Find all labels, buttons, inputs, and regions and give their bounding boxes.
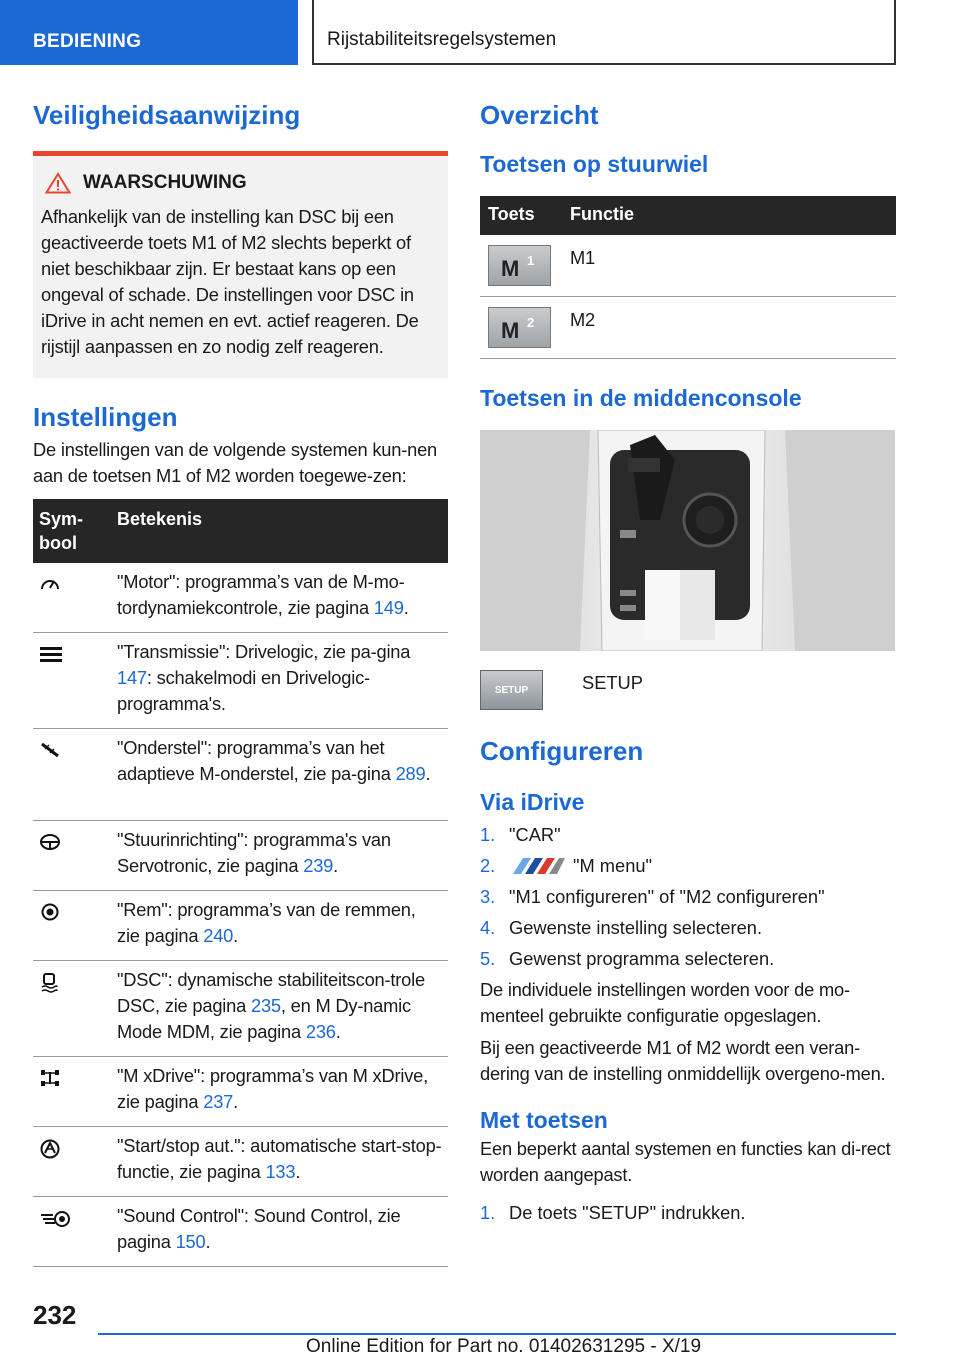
list-item: 4. Gewenste instelling selecteren. [480, 917, 763, 938]
table-row [33, 1127, 448, 1197]
steering-wheel-icon [39, 833, 61, 851]
transmission-icon [39, 645, 63, 663]
list-item: 3. "M1 configureren" of "M2 configureren" [480, 886, 825, 907]
list-item: 2. "M menu" [480, 855, 653, 876]
table-row [33, 891, 448, 961]
settings-heading: Instellingen [33, 402, 178, 432]
col-key-header: Toets [480, 196, 562, 235]
settings-row-text: "M xDrive": programma’s van M xDrive, zie pagina 237. [111, 1057, 448, 1127]
console-keys-heading: Toetsen in de middenconsole [480, 385, 802, 411]
settings-intro: De instellingen van de volgende systemen kun-nen aan de toetsen M1 of M2 worden toegewe-zen: [33, 439, 438, 486]
page-link[interactable]: 235 [250, 995, 281, 1016]
setup-button-icon: SETUP [480, 670, 543, 710]
idrive-steps [480, 822, 896, 972]
start-stop-icon [39, 1139, 61, 1159]
settings-row-text: "Start/stop aut.": automatische start-stop-functie, zie pagina 133. [111, 1127, 448, 1197]
footer-rule [98, 1333, 896, 1335]
table-row [33, 633, 448, 729]
page-link[interactable]: 237 [203, 1091, 234, 1112]
suspension-icon [39, 741, 61, 759]
settings-row-text: "Transmissie": Drivelogic, zie pa-gina 147: schakelmodi en Drivelogic-programma's. [111, 633, 448, 729]
safety-heading: Veiligheidsaanwijzing [33, 100, 301, 130]
settings-row-text: "Motor": programma’s van de M-mo-tordynamiekcontrole, zie pagina 149. [111, 563, 448, 633]
col-function-header: Functie [562, 196, 896, 235]
warning-title [41, 172, 440, 194]
configure-paragraph-1: De individuele instellingen worden voor de mo-menteel gebruikte configuratie opgeslagen. [480, 979, 850, 1026]
keys-paragraph: Een beperkt aantal systemen en functies kan di-rect worden aangepast. [480, 1138, 891, 1185]
key-function: M2 [562, 297, 896, 359]
engine-gauge-icon [39, 575, 61, 593]
settings-table [33, 499, 448, 1267]
chapter-tab: Rijstabiliteitsregelsystemen [312, 0, 896, 65]
footer-edition: Online Edition for Part no. 01402631295 - X/19 [306, 1336, 702, 1357]
settings-row-text: "Rem": programma’s van de remmen, zie pagina 240. [111, 891, 448, 961]
m2-key-icon [488, 307, 551, 348]
brake-icon [39, 903, 61, 921]
warning-box [33, 151, 448, 378]
page-link[interactable]: 150 [175, 1231, 206, 1252]
svg-text:1: 1 [526, 252, 534, 268]
list-item: 1. De toets "SETUP" indrukken. [480, 1202, 746, 1223]
center-console-photo [480, 430, 895, 651]
svg-text:2: 2 [526, 314, 534, 330]
page-link[interactable]: 289 [395, 763, 426, 784]
table-row [33, 821, 448, 891]
table-row [33, 1057, 448, 1127]
page-link[interactable]: 147 [117, 667, 147, 688]
m1-key-icon [488, 245, 551, 286]
table-row [33, 1197, 448, 1267]
settings-row-text: "Stuurinrichting": programma's van Servotronic, zie pagina 239. [111, 821, 448, 891]
page-link[interactable]: 239 [303, 855, 334, 876]
page-link[interactable]: 149 [373, 597, 404, 618]
setup-label: SETUP [582, 672, 643, 693]
list-item: 1. "CAR" [480, 824, 561, 845]
table-row [480, 297, 896, 359]
settings-row-text: "Onderstel": programma’s van het adaptieve M-onderstel, zie pa-gina 289. [111, 729, 448, 821]
configure-paragraph-2: Bij een geactiveerde M1 of M2 wordt een veran-dering van de instelling onmiddellijk overgeno-men. [480, 1037, 886, 1084]
overview-heading: Overzicht [480, 100, 599, 130]
col-meaning-header: Betekenis [111, 499, 448, 563]
section-tab: BEDIENING [0, 0, 298, 65]
keys-steps [480, 1200, 896, 1226]
sound-control-icon [39, 1209, 73, 1229]
page-link[interactable]: 236 [305, 1021, 336, 1042]
list-item: 5. Gewenst programma selecteren. [480, 948, 775, 969]
wheel-keys-heading: Toetsen op stuurwiel [480, 151, 709, 177]
col-symbol-header: Sym-bool [33, 499, 111, 563]
table-row [33, 563, 448, 633]
warning-text: Afhankelijk van de instelling kan DSC bij een geactiveerde toets M1 of M2 slechts beperkt of niet beschikbaar zijn. Er bestaat kans op een ongeval of schade. De instellingen voor DSC in iDrive in acht nemen en evt. actief reageren. De rijstijl aanpassen en zo nodig zelf reageren. [41, 206, 419, 357]
configure-heading: Configureren [480, 736, 644, 766]
table-row [33, 729, 448, 821]
page-link[interactable]: 133 [265, 1161, 296, 1182]
key-function: M1 [562, 235, 896, 297]
wheel-keys-table [480, 196, 896, 359]
warning-label: WAARSCHUWING [83, 172, 247, 193]
settings-row-text: "DSC": dynamische stabiliteitscon-trole DSC, zie pagina 235, en M Dy-namic Mode MDM, zie pagina 236. [111, 961, 448, 1057]
right-column [480, 100, 896, 1231]
idrive-heading: Via iDrive [480, 789, 585, 815]
m-stripes-icon [509, 856, 565, 876]
left-column [33, 100, 448, 1267]
page-link[interactable]: 240 [203, 925, 234, 946]
svg-text:M: M [500, 255, 519, 281]
keys-heading: Met toetsen [480, 1107, 608, 1133]
svg-text:M: M [500, 317, 519, 343]
warning-triangle-icon [45, 172, 71, 194]
xdrive-icon [39, 1069, 61, 1087]
dsc-icon [39, 973, 59, 993]
settings-row-text: "Sound Control": Sound Control, zie pagina 150. [111, 1197, 448, 1267]
page-number: 232 [33, 1300, 77, 1330]
table-row [33, 961, 448, 1057]
table-row [480, 235, 896, 297]
